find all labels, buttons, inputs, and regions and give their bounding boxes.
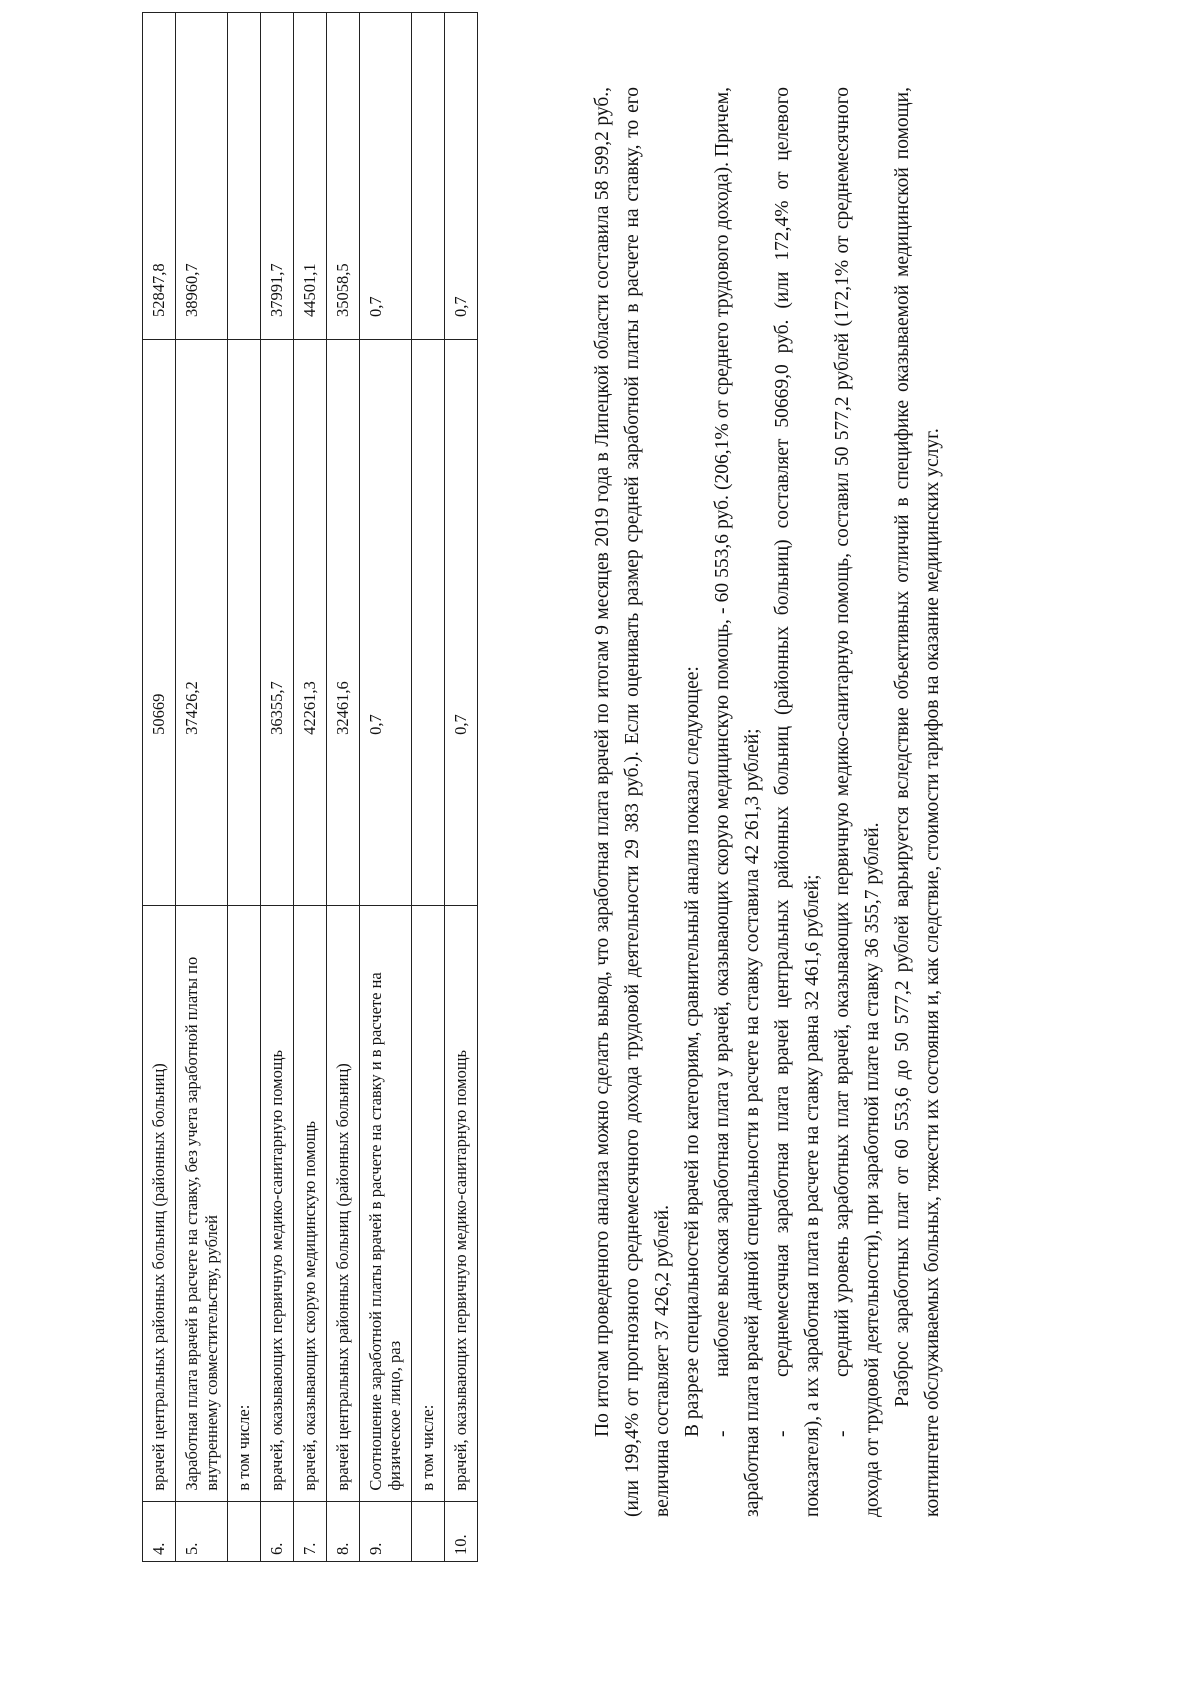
table-row (261, 13, 294, 1562)
row-number-cell: 5. (175, 1501, 228, 1561)
table-row (359, 13, 412, 1562)
row-value-plan-cell (228, 13, 261, 340)
row-value-plan-cell: 0,7 (359, 13, 412, 340)
row-value-2019-cell: 36355,7 (261, 340, 294, 906)
paragraph-specialties-intro: В разрезе специальностей врачей по категориям, сравнительный анализ показал следующее: (682, 666, 703, 1437)
paragraph-primary-care-text: средний уровень заработных плат врачей, оказывающих первичную медико-санитарную помощь, составил 50 577,2 рублей (172,1% от среднемесячного дохода от трудовой деятельности), при заработной плате на ставку 36 355,7 рублей. (832, 87, 883, 1517)
row-value-2019-cell: 50669 (143, 340, 176, 906)
paragraph-primary-care (828, 87, 888, 1517)
row-description-cell: врачей, оказывающих скорую медицинскую помощь (293, 905, 326, 1501)
row-number-cell: 9. (359, 1501, 412, 1561)
row-value-plan-cell (412, 13, 445, 340)
table-row (326, 13, 359, 1562)
salary-table-body (143, 13, 478, 1562)
table-row (444, 13, 477, 1562)
row-description-cell: врачей центральных районных больниц (районных больниц) (326, 905, 359, 1501)
row-value-plan-cell: 37991,7 (261, 13, 294, 340)
table-row (175, 13, 228, 1562)
row-description-cell: в том числе: (228, 905, 261, 1501)
paragraph-conclusion: По итогам проведенного анализа можно сделать вывод, что заработная плата врачей по итогам 9 месяцев 2019 года в Липецкой области составила 58 599,2 руб., (или 199,4% от прогнозного среднемесячного дохода трудовой деятельности 29 383 руб.). Если оценивать размер средней заработной платы в расчете на ставку, то его величина составляет 37 426,2 рублей. (592, 87, 673, 1517)
row-description-cell: врачей центральных районных больниц (районных больниц) (143, 905, 176, 1501)
paragraph-ambulance-text: наиболее высокая заработная плата у врачей, оказывающих скорую медицинскую помощь, - 60 553,6 руб. (206,1% от среднего трудового дохода). Причем, заработная плата врачей данной специальности в расчете на ставку составила 42 261,3 рублей; (712, 87, 763, 1517)
list-dash: - (772, 1430, 793, 1437)
list-dash: - (832, 1430, 853, 1437)
row-value-plan-cell: 35058,5 (326, 13, 359, 340)
row-value-2019-cell: 0,7 (359, 340, 412, 906)
salary-table (142, 12, 478, 1562)
table-row (293, 13, 326, 1562)
row-value-plan-cell: 0,7 (444, 13, 477, 340)
table-row (143, 13, 176, 1562)
analysis-text (588, 87, 948, 1517)
row-description-cell: Заработная плата врачей в расчете на ставку, без учета заработной платы по внутреннему совместительству, рублей (175, 905, 228, 1501)
table-row (228, 13, 261, 1562)
row-description-cell: в том числе: (412, 905, 445, 1501)
table-row (412, 13, 445, 1562)
paragraph-district-hospitals (768, 87, 828, 1517)
row-number-cell (412, 1501, 445, 1561)
row-description-cell: Соотношение заработной платы врачей в расчете на ставку и в расчете на физическое лицо, раз (359, 905, 412, 1501)
row-description-cell: врачей, оказывающих первичную медико-санитарную помощь (444, 905, 477, 1501)
list-dash: - (712, 1430, 733, 1437)
row-number-cell: 8. (326, 1501, 359, 1561)
row-value-2019-cell (228, 340, 261, 906)
paragraph-ambulance (708, 87, 768, 1517)
row-value-plan-cell: 44501,1 (293, 13, 326, 340)
row-number-cell: 6. (261, 1501, 294, 1561)
row-value-2019-cell (412, 340, 445, 906)
row-number-cell: 4. (143, 1501, 176, 1561)
row-value-plan-cell: 38960,7 (175, 13, 228, 340)
paragraph-district-hospitals-text: среднемесячная заработная плата врачей центральных районных больниц (районных больниц) составляет 50669,0 руб. (или 172,4% от целевого показателя), а их заработная плата в расчете на ставку равна 32 461,6 рублей; (772, 87, 823, 1517)
paragraph-salary-spread: Разброс заработных плат от 60 553,6 до 50 577,2 рублей варьируется вследствие объективных отличий в специфике оказываемой медицинской помощи, контингенте обслуживаемых больных, тяжести их состояния и, как следствие, стоимости тарифов на оказание медицинских услуг. (892, 87, 943, 1517)
row-number-cell: 7. (293, 1501, 326, 1561)
row-value-2019-cell: 32461,6 (326, 340, 359, 906)
row-value-2019-cell: 42261,3 (293, 340, 326, 906)
row-number-cell (228, 1501, 261, 1561)
row-value-2019-cell: 37426,2 (175, 340, 228, 906)
row-description-cell: врачей, оказывающих первичную медико-санитарную помощь (261, 905, 294, 1501)
row-value-2019-cell: 0,7 (444, 340, 477, 906)
row-value-plan-cell: 52847,8 (143, 13, 176, 340)
row-number-cell: 10. (444, 1501, 477, 1561)
